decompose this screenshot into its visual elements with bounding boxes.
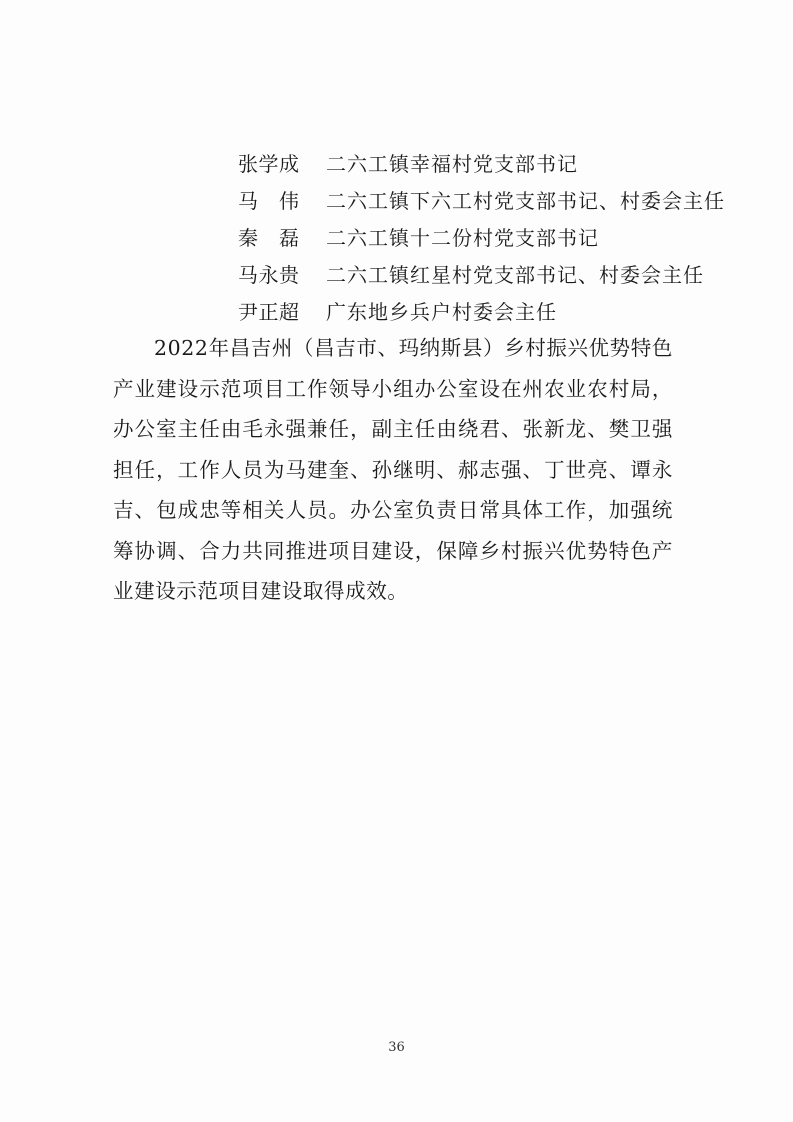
- member-title: 二六工镇下六工村党支部书记、村委会主任: [326, 189, 725, 213]
- member-row: [238, 183, 758, 220]
- member-title: 二六工镇红星村党支部书记、村委会主任: [326, 263, 704, 287]
- page-number: 36: [388, 1040, 405, 1055]
- member-row: [238, 294, 758, 331]
- member-list: [238, 146, 758, 331]
- member-row: [238, 220, 758, 257]
- member-title: 二六工镇幸福村党支部书记: [326, 152, 578, 176]
- member-name: 张学成: [238, 152, 300, 176]
- member-title: 二六工镇十二份村党支部书记: [326, 226, 599, 250]
- member-name: 马永贵: [238, 263, 300, 287]
- member-row: [238, 146, 758, 183]
- member-name: 秦 磊: [238, 226, 300, 250]
- member-name: 尹正超: [238, 300, 300, 324]
- member-title: 广东地乡兵户村委会主任: [326, 300, 557, 324]
- office-paragraph: 2022年昌吉州（昌吉市、玛纳斯县）乡村振兴优势特色产业建设示范项目工作领导小组办公室设在州农业农村局，办公室主任由毛永强兼任，副主任由绕君、张新龙、樊卫强担任，工作人员为马建奎、孙继明、郝志强、丁世亮、谭永吉、包成忠等相关人员。办公室负责日常具体工作，加强统筹协调、合力共同推进项目建设，保障乡村振兴优势特色产业建设示范项目建设取得成效。: [113, 336, 673, 603]
- member-name: 马 伟: [238, 189, 300, 213]
- member-row: [238, 257, 758, 294]
